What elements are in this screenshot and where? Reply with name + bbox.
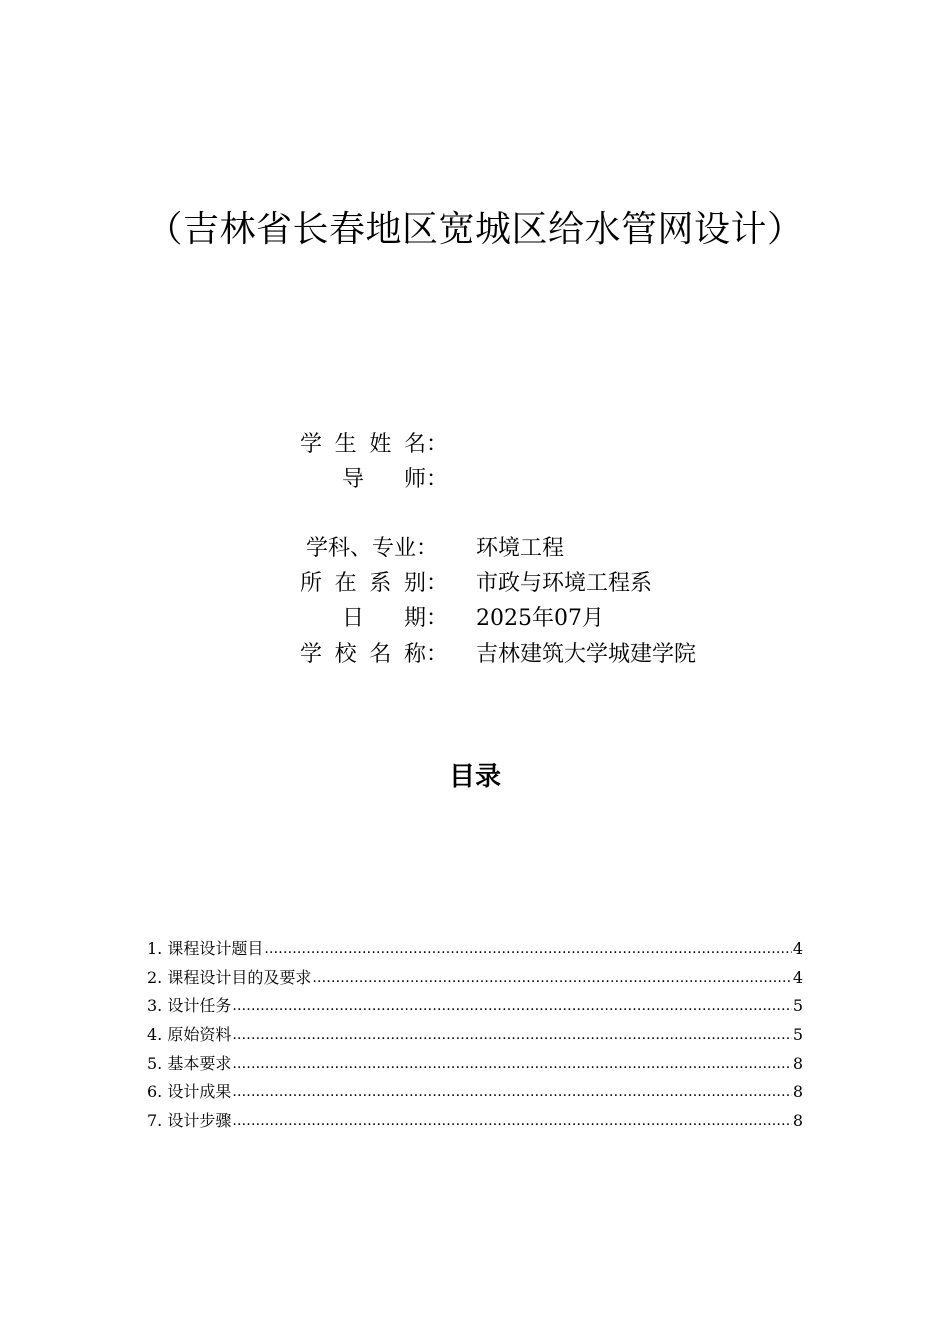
toc-entry-page: 5 <box>792 996 803 1016</box>
toc-entry-title: 4. 原始资料 <box>147 1025 232 1045</box>
document-title: （吉林省长春地区宽城区给水管网设计） <box>146 209 804 250</box>
toc-entry-title: 6. 设计成果 <box>147 1082 232 1102</box>
toc-entry[interactable] <box>147 993 803 1022</box>
table-of-contents <box>147 936 803 1137</box>
toc-leader-dots <box>264 938 791 954</box>
toc-entry-page: 8 <box>792 1053 803 1073</box>
info-value-school: 吉林建筑大学城建学院 <box>476 642 697 667</box>
toc-entry-title: 3. 设计任务 <box>147 996 232 1016</box>
toc-entry-title: 5. 基本要求 <box>147 1053 232 1073</box>
toc-leader-dots <box>312 967 791 983</box>
toc-entry-page: 4 <box>792 967 803 987</box>
info-row-student-name <box>300 428 860 462</box>
info-label-major: 学科、专业： <box>306 536 439 561</box>
info-value-major: 环境工程 <box>476 536 565 561</box>
toc-leader-dots <box>232 1081 791 1097</box>
info-label-advisor: 导 师： <box>342 467 448 492</box>
toc-entry-page: 8 <box>792 1082 803 1102</box>
toc-entry-title: 1. 课程设计题目 <box>147 939 264 958</box>
info-label-student-name: 学 生 姓 名： <box>300 432 448 457</box>
toc-entry[interactable] <box>147 936 803 965</box>
toc-entry[interactable] <box>147 965 803 994</box>
toc-leader-dots <box>232 1053 791 1069</box>
toc-entry-page: 4 <box>792 939 803 958</box>
toc-entry[interactable] <box>147 1022 803 1051</box>
toc-entry[interactable] <box>147 1079 803 1108</box>
toc-leader-dots <box>232 1110 791 1126</box>
toc-leader-dots <box>232 995 791 1011</box>
info-value-department: 市政与环境工程系 <box>476 571 653 596</box>
toc-entry-title: 7. 设计步骤 <box>147 1111 232 1131</box>
toc-entry-title: 2. 课程设计目的及要求 <box>147 967 312 987</box>
info-row-department <box>300 567 860 601</box>
info-label-school: 学 校 名 称： <box>300 642 448 667</box>
toc-entry-page: 5 <box>792 1025 803 1045</box>
toc-heading: 目录 <box>448 762 501 792</box>
toc-entry-page: 8 <box>792 1111 803 1131</box>
toc-entry[interactable] <box>147 1108 803 1137</box>
info-value-date: 2025年07月 <box>476 606 604 631</box>
info-row-advisor <box>300 463 860 497</box>
info-row-date <box>300 602 860 636</box>
toc-entry[interactable] <box>147 1051 803 1080</box>
info-row-major <box>300 532 860 566</box>
info-label-department: 所 在 系 别： <box>300 571 448 596</box>
toc-leader-dots <box>232 1024 791 1040</box>
info-label-date: 日 期： <box>342 606 448 631</box>
info-row-school <box>300 638 860 672</box>
